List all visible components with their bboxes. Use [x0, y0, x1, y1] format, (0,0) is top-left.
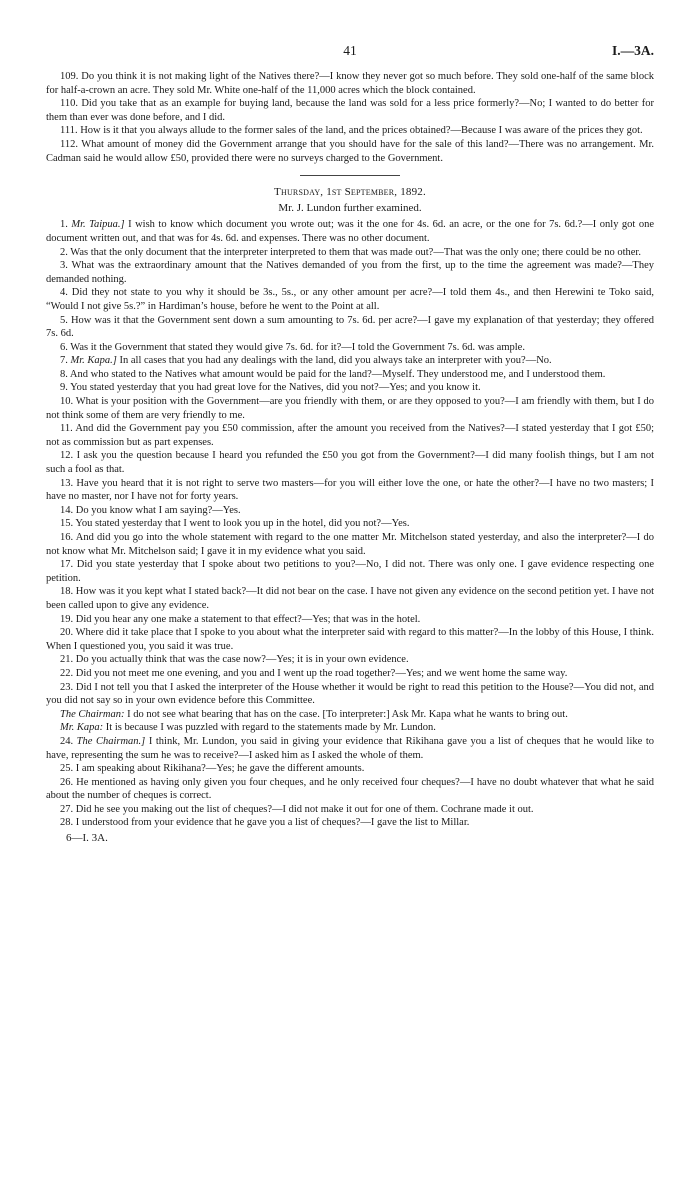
paragraph: 8. And who stated to the Natives what amount would be paid for the land?—Myself. They understood me, and I understood them. — [60, 368, 606, 380]
question-text: I wish to know which document you wrote out; was it the one for 4s. 6d. an acre, or the one for 7s. 6d.?—I only got one document written out, and that was for 4s. 6d. and expenses. There was no other document. — [46, 219, 654, 244]
paragraph: 110. Did you take that as an example for buying land, because the land was sold for a less price formerly?—No; I wanted to do better for them than ever was done before, and I did. — [46, 98, 654, 123]
speaker-name: Mr. Taipua.] — [71, 219, 125, 231]
statement-text: It is because I was puzzled with regard to the statements made by Mr. Lundon. — [103, 722, 436, 734]
speaker-name: Mr. Kapa: — [60, 722, 104, 734]
paragraph — [46, 735, 654, 762]
paragraph: 4. Did they not state to you why it should be 3s., 5s., or any other amount per acre?—I told them 4s., and then Herewini te Toko said, “Would I not give 5s.?” in Hardiman’s house, before he went to the Point at all. — [46, 287, 654, 312]
paragraph: 12. I ask you the question because I heard you refunded the £50 you got from the Government?—I did many foolish things, but I am not such a fool as that. — [46, 450, 654, 476]
paragraph: 6. Was it the Government that stated they would give 7s. 6d. for it?—I told the Government 7s. 6d. was ample. — [60, 341, 525, 353]
paragraph: 5. How was it that the Government sent down a sum amounting to 7s. 6d. per acre?—I gave my explanation of that yesterday; they offered 7s. 6d. — [46, 314, 654, 340]
paragraph: 15. You stated yesterday that I went to look you up in the hotel, did you not?—Yes. — [60, 518, 410, 530]
date-heading: Thursday, 1st September, 1892. — [274, 186, 426, 199]
speaker-name: Mr. Kapa.] — [70, 355, 117, 367]
paragraph: 16. And did you go into the whole statement with regard to the one matter Mr. Mitchelson stated yesterday, and also the interpreter?—I do not know what Mr. Mitchelson said; I gave it in my evidence what you said. — [46, 532, 654, 557]
paragraph: 23. Did I not tell you that I asked the interpreter of the House whether it would be right to read this petition to the House?—You did not, and you did not say so in your own evidence before this Committee. — [46, 681, 654, 707]
page-header — [46, 44, 654, 70]
page-number: 41 — [343, 43, 357, 58]
speaker-name: The Chairman.] — [76, 735, 146, 747]
question-number: 24. — [60, 735, 74, 747]
paragraph: 14. Do you know what I am saying?—Yes. — [60, 504, 241, 516]
examination-heading: Mr. J. Lundon further examined. — [278, 201, 422, 214]
paragraph: 109. Do you think it is not making light of the Natives there?—I know they never got so much before. They sold one-half of the same block for half-a-crown an acre. They sold Mr. White one-half of the 11,000 acres which the block contained. — [46, 71, 654, 96]
paragraph — [46, 708, 654, 722]
paragraph: 111. How is it that you always allude to the former sales of the land, and the prices obtained?—Because I was aware of the prices they got. — [60, 125, 643, 137]
paragraph: 17. Did you state yesterday that I spoke about two petitions to you?—No, I did not. There was only one. I gave evidence respecting one petition. — [46, 559, 654, 584]
paragraph: 10. What is your position with the Government—are you friendly with them, or are they opposed to you?—I am friendly with them, but I do not think some of them are very friendly to me. — [46, 396, 654, 421]
question-text: I think, Mr. Lundon, you said in giving your evidence that Rikihana gave you a list of cheques that he would like to have, representing the sum he was to receive?—I asked him as I asked the whole of them. — [46, 735, 655, 761]
question-text: In all cases that you had any dealings with the land, did you always take an interpreter with you?—No. — [116, 355, 552, 367]
paragraph: 22. Did you not meet me one evening, and you and I went up the road together?—Yes; and we went home the same way. — [60, 667, 568, 679]
paragraph: 26. He mentioned as having only given you four cheques, and he only received four cheques?—I have no doubt whatever that what he said about the number of cheques is correct. — [46, 776, 654, 802]
paragraph: 9. You stated yesterday that you had great love for the Natives, did you not?—Yes; and you know it. — [60, 382, 481, 394]
paragraph: 3. What was the extraordinary amount that the Natives demanded of you from the first, up to the time the agreement was made?—They demanded nothing. — [46, 260, 654, 285]
top-questions — [46, 70, 654, 165]
paragraph: 1. Mr. Taipua.] I wish to know which document you wrote out; was it the one for 4s. 6d. an acre, or the one for 7s. 6d.?—I only got one document written out, and that was for 4s. 6d. and expenses. There was no other document. — [46, 219, 654, 244]
section-divider — [300, 175, 400, 176]
paragraph: 27. Did he see you making out the list of cheques?—I did not make it out for one of them. Cochrane made it out. — [60, 803, 534, 815]
signature-mark: 6—I. 3A. — [66, 832, 108, 845]
paragraph: 112. What amount of money did the Government arrange that you should have for the sale of this land?—There was no arrangement. Mr. Cadman said he would allow £50, provided there were no surveys charged to the Government. — [46, 138, 654, 164]
paragraph — [46, 721, 654, 735]
paragraph: 2. Was that the only document that the interpreter interpreted to them that was made out?—That was the only one; there could be no other. — [60, 246, 641, 258]
paragraph: 7. Mr. Kapa.] In all cases that you had any dealings with the land, did you always take an interpreter with you?—No. — [60, 355, 552, 367]
paragraph: 25. I am speaking about Rikihana?—Yes; he gave the different amounts. — [60, 763, 365, 775]
paragraph: 21. Do you actually think that was the case now?—Yes; it is in your own evidence. — [60, 654, 409, 666]
document-code: I.—3A. — [611, 43, 654, 58]
paragraph: 28. I understood from your evidence that he gave you a list of cheques?—I gave the list to Millar. — [60, 817, 470, 829]
paragraph: 11. And did the Government pay you £50 commission, after the amount you received from the Natives?—I stated yesterday that I got £50; not as commission but as part expenses. — [46, 423, 654, 448]
paragraph: 13. Have you heard that it is not right to serve two masters—for you will either love the one, or hate the other?—I have no two masters; I have no master, nor I have not for forty years. — [46, 477, 654, 503]
paragraph: 20. Where did it take place that I spoke to you about what the interpreter said with regard to this matter?—In the lobby of this House, I think. When I questioned you, you said it was true. — [46, 627, 654, 652]
paragraph: 19. Did you hear any one make a statement to that effect?—Yes; that was in the hotel. — [60, 613, 421, 625]
statement-text: I do not see what bearing that has on the case. [To interpreter:] Ask Mr. Kapa what he wants to bring out. — [124, 708, 568, 720]
paragraph: 18. How was it you kept what I stated back?—It did not bear on the case. I have not given any evidence on the second petition yet. I have not been called upon to give any evidence. — [46, 586, 654, 611]
speaker-name: The Chairman: — [60, 708, 125, 720]
